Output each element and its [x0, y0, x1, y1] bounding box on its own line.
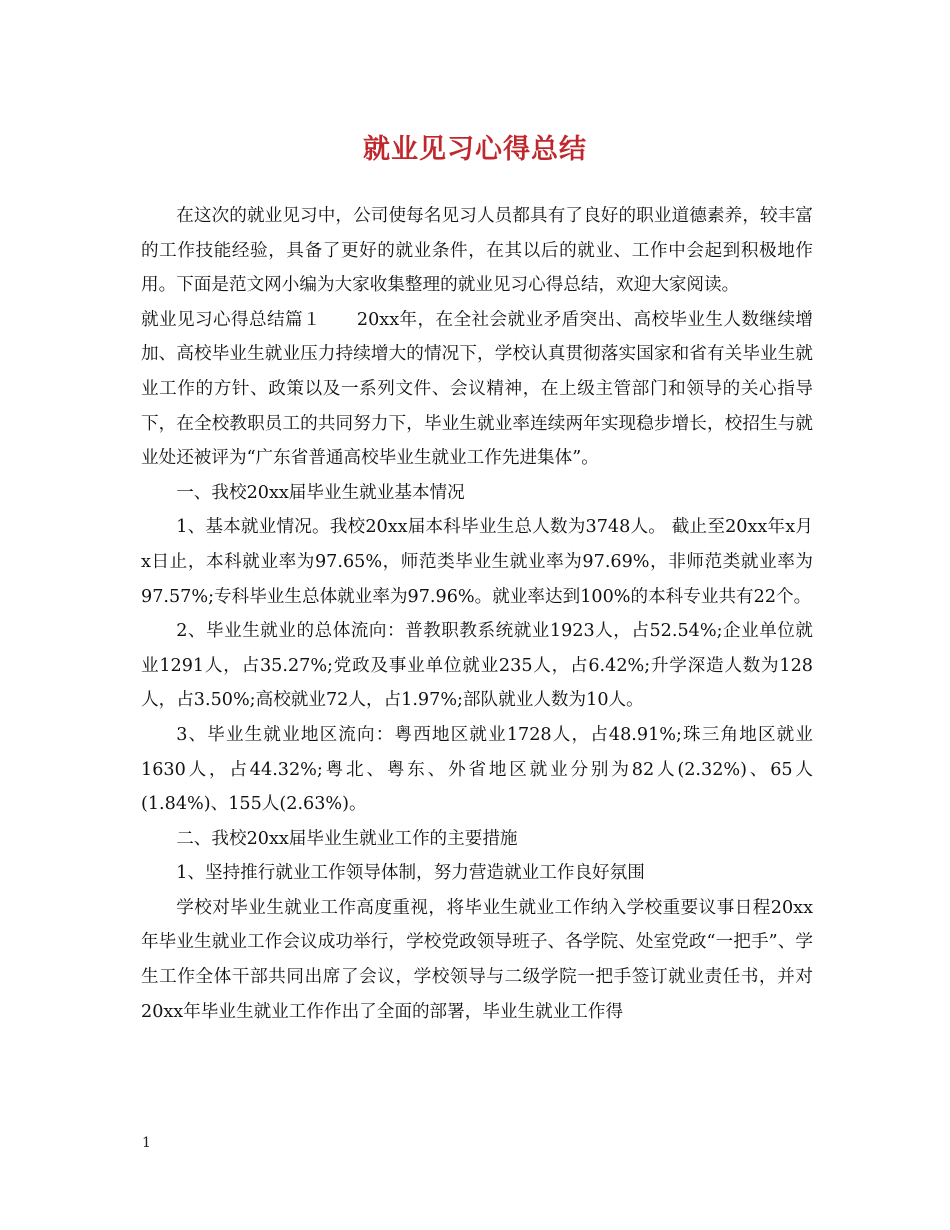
section-heading-1: 一、我校20xx届毕业生就业基本情况	[176, 482, 465, 503]
paragraph-item-2: 2、毕业生就业的总体流向：普教职教系统就业1923人，占52.54%;企业单位就业1291人，占35.27%;党政及事业单位就业235人，占6.42%;升学深造人数为128人，占3.50%;高校就业72人，占1.97%;部队就业人数为10人。	[141, 621, 813, 711]
subheading-measure-1: 1、坚持推行就业工作领导体制，努力营造就业工作良好氛围	[176, 863, 645, 884]
document-body	[141, 199, 813, 1029]
paragraph-item-1: 1、基本就业情况。我校20xx届本科毕业生总人数为3748人。 截止至20xx年x月x日止，本科就业率为97.65%，师范类毕业生就业率为97.69%，非师范类就业率为97.57%;专科毕业生总体就业率为97.96%。就业率达到100%的本科专业共有22个。	[141, 517, 813, 607]
paragraph-intro: 在这次的就业见习中，公司使每名见习人员都具有了良好的职业道德素养，较丰富的工作技能经验，具备了更好的就业条件，在其以后的就业、工作中会起到积极地作用。下面是范文网小编为大家收集整理的就业见习心得总结，欢迎大家阅读。	[141, 206, 813, 296]
paragraph-item-3: 3、毕业生就业地区流向：粤西地区就业1728人，占48.91%;珠三角地区就业1630人，占44.32%;粤北、粤东、外省地区就业分别为82人(2.32%)、65人(1.84%)、155人(2.63%)。	[141, 724, 813, 815]
section-heading-2: 二、我校20xx届毕业生就业工作的主要措施	[176, 828, 518, 849]
paragraph-piece-1: 就业见习心得总结篇１ 20xx年，在全社会就业矛盾突出、高校毕业生人数继续增加、高校毕业生就业压力持续增大的情况下，学校认真贯彻落实国家和省有关毕业生就业工作的方针、政策以及一系列文件、会议精神，在上级主管部门和领导的关心指导下，在全校教职员工的共同努力下，毕业生就业率连续两年实现稳步增长，校招生与就业处还被评为“广东省普通高校毕业生就业工作先进集体”。	[141, 309, 813, 469]
page-number: 1	[142, 1135, 151, 1151]
paragraph-measure-1: 学校对毕业生就业工作高度重视，将毕业生就业工作纳入学校重要议事日程20xx年毕业生就业工作会议成功举行，学校党政领导班子、各学院、处室党政“一把手”、学生工作全体干部共同出席了会议，学校领导与二级学院一把手签订就业责任书，并对20xx年毕业生就业工作作出了全面的部署，毕业生就业工作得	[141, 897, 813, 1022]
document-title: 就业见习心得总结	[363, 134, 587, 165]
